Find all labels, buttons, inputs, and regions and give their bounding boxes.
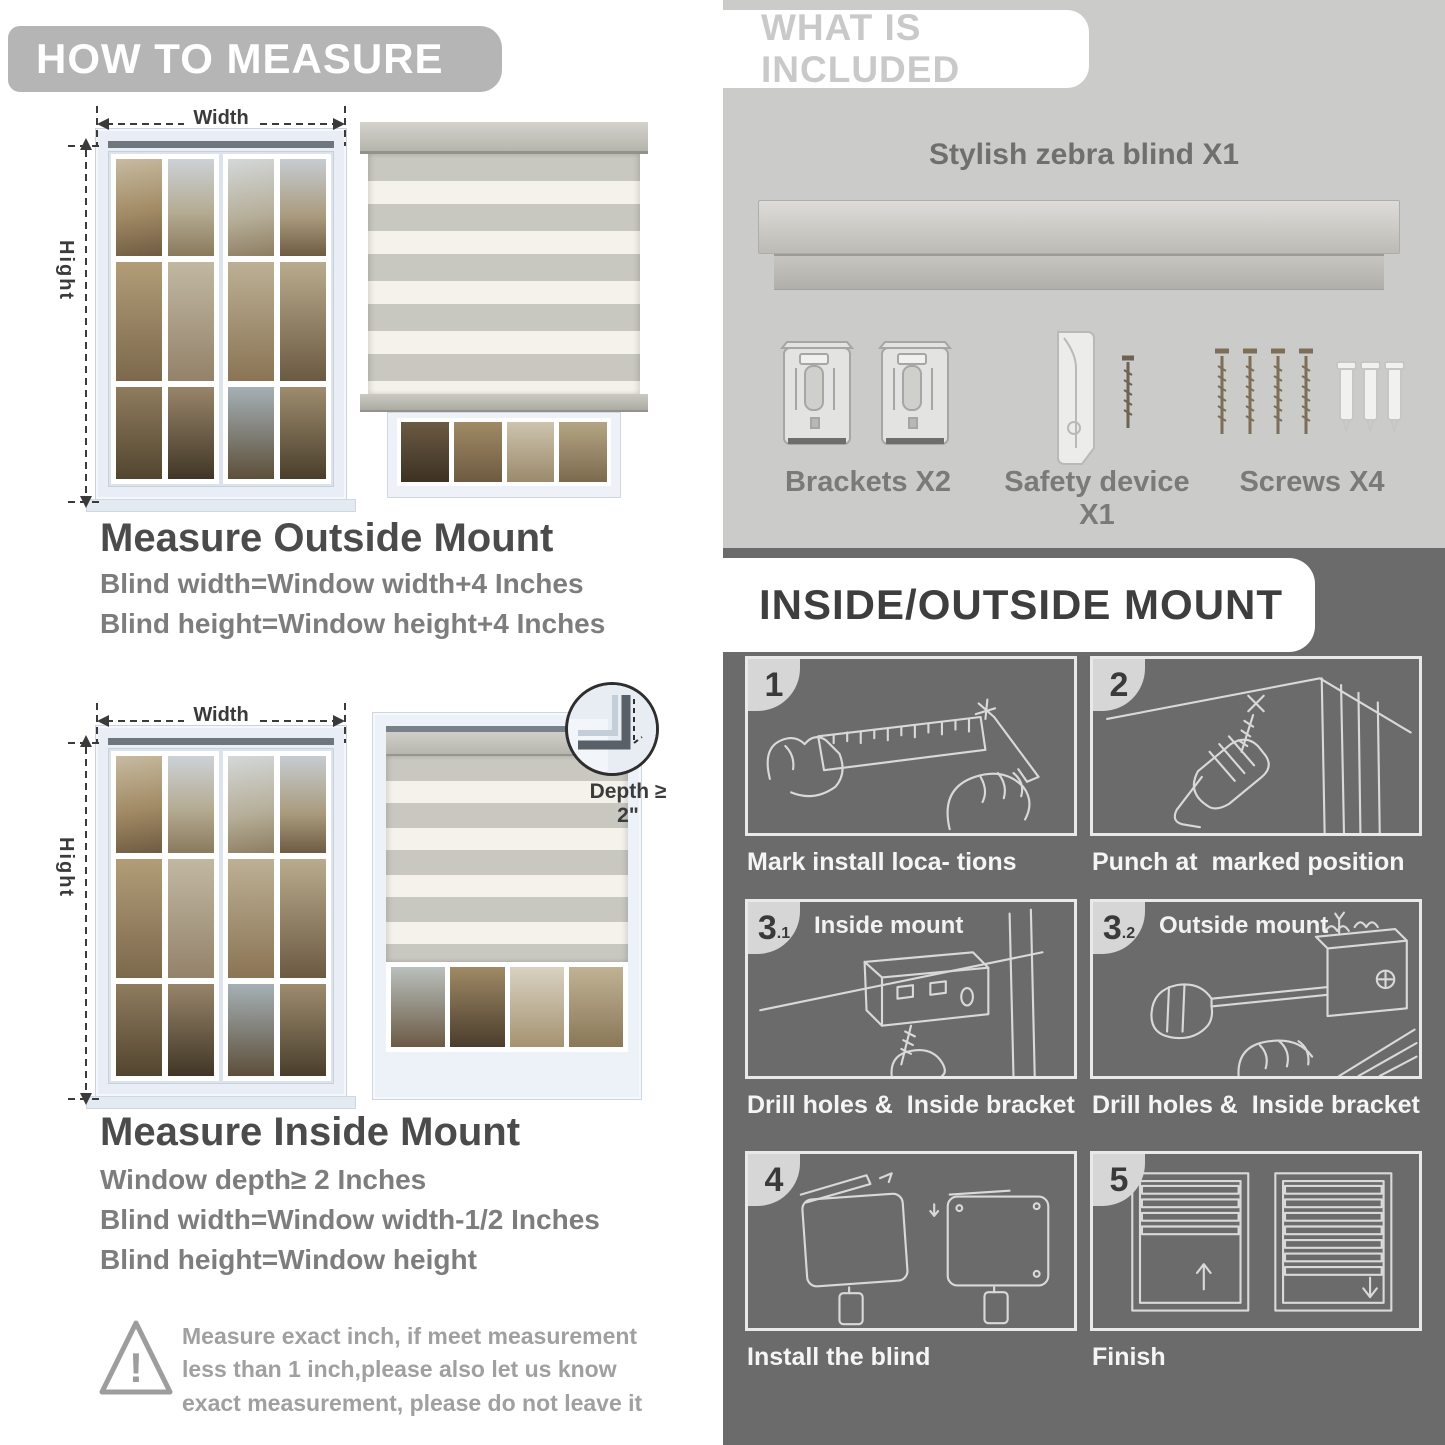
safety-device-label: Safety device X1 [1004, 466, 1190, 531]
step-3-1-badge: 3 .1 [748, 902, 800, 954]
inside-outside-mount-banner [723, 558, 1315, 652]
inside-outside-mount-title: INSIDE/OUTSIDE MOUNT [759, 581, 1284, 628]
step-4-panel [745, 1151, 1077, 1331]
brackets-label: Brackets X2 [784, 466, 952, 498]
warning-text: Measure exact inch, if meet measurement less than 1 inch,please also let us know exact measurement, please do not leave it [182, 1323, 643, 1416]
step-4-caption: Install the blind [747, 1343, 931, 1371]
depth-detail-magnifier [565, 682, 659, 776]
window-sash-left [111, 751, 219, 1081]
window-glass [108, 748, 334, 1084]
blind-cassette-top [758, 200, 1400, 254]
depth-label: Depth ≥ 2" [589, 780, 667, 827]
inside-mount-label: Inside mount [814, 912, 964, 939]
window-sash-right [223, 154, 331, 484]
step-2-badge: 2 [1093, 659, 1145, 711]
warning-triangle-icon [96, 1316, 176, 1402]
inside-mount-title: Measure Inside Mount [100, 1110, 521, 1154]
outside-mount-title: Measure Outside Mount [100, 516, 554, 560]
window-glass [108, 151, 334, 487]
safety-device-icon [1040, 328, 1160, 470]
how-to-measure-title: HOW TO MEASURE [36, 35, 444, 82]
screws-label: Screws X4 [1239, 466, 1385, 498]
blind-headrail [360, 122, 648, 154]
step-1-badge: 1 [748, 659, 800, 711]
window-photo-inside [95, 725, 347, 1097]
outside-mount-formula-height: Blind height=Window height+4 Inches [100, 608, 606, 639]
window-under-blind [387, 412, 621, 498]
step-3-2-badge: 3 .2 [1093, 902, 1145, 954]
blind-bottom-rail [360, 394, 648, 412]
how-to-measure-banner [8, 26, 502, 92]
window-photo-outside [95, 128, 347, 500]
height-measure-arrow-outside [66, 136, 106, 510]
what-is-included-title: WHAT IS INCLUDED [761, 7, 961, 90]
zebra-blind-product-label: Stylish zebra blind X1 [928, 138, 1240, 171]
width-label-outside: Width [193, 107, 249, 129]
brackets-icon [778, 338, 958, 460]
outside-mount-formula-width: Blind width=Window width+4 Inches [100, 568, 584, 599]
zebra-blind-outside-graphic [360, 122, 648, 498]
height-label-outside: Hight [55, 240, 77, 302]
window-sash-right [223, 751, 331, 1081]
window-sash-left [111, 154, 219, 484]
step-1-caption: Mark install loca- tions [747, 848, 1017, 876]
inside-mount-formula-width: Blind width=Window width-1/2 Inches [100, 1204, 600, 1235]
step-3-1-caption: Drill holes & Inside bracket [747, 1091, 1075, 1119]
install-blind-illustration [748, 1154, 1074, 1328]
inside-mount-formula-height: Blind height=Window height [100, 1244, 477, 1275]
blind-fabric [368, 154, 640, 394]
window-sill [86, 499, 356, 512]
mark-locations-illustration [748, 659, 1074, 833]
drill-illustration [1093, 659, 1419, 833]
step-2-panel [1090, 656, 1422, 836]
step-2-caption: Punch at marked position [1092, 848, 1405, 876]
height-measure-arrow-inside [66, 733, 106, 1107]
warning-exclamation: ! [129, 1344, 143, 1391]
step-4-badge: 4 [748, 1154, 800, 1206]
window-under-blind [386, 962, 628, 1052]
inside-mount-depth-rule: Window depth≥ 2 Inches [100, 1164, 427, 1195]
window-sill [86, 1096, 356, 1109]
step-5-panel [1090, 1151, 1422, 1331]
what-is-included-banner [723, 7, 1089, 90]
step-1-panel [745, 656, 1077, 836]
width-label-inside: Width [193, 704, 249, 726]
step-3-1-panel [745, 899, 1077, 1079]
step-3-2-caption: Drill holes & Inside bracket [1092, 1091, 1420, 1119]
step-3-2-panel [1090, 899, 1422, 1079]
step-5-badge: 5 [1093, 1154, 1145, 1206]
blind-cassette-bottom [774, 254, 1384, 290]
outside-mount-label: Outside mount [1159, 912, 1329, 939]
step-5-caption: Finish [1092, 1343, 1166, 1371]
screws-icon [1212, 342, 1422, 462]
height-label-inside: Hight [55, 837, 77, 899]
finish-illustration [1093, 1154, 1419, 1328]
